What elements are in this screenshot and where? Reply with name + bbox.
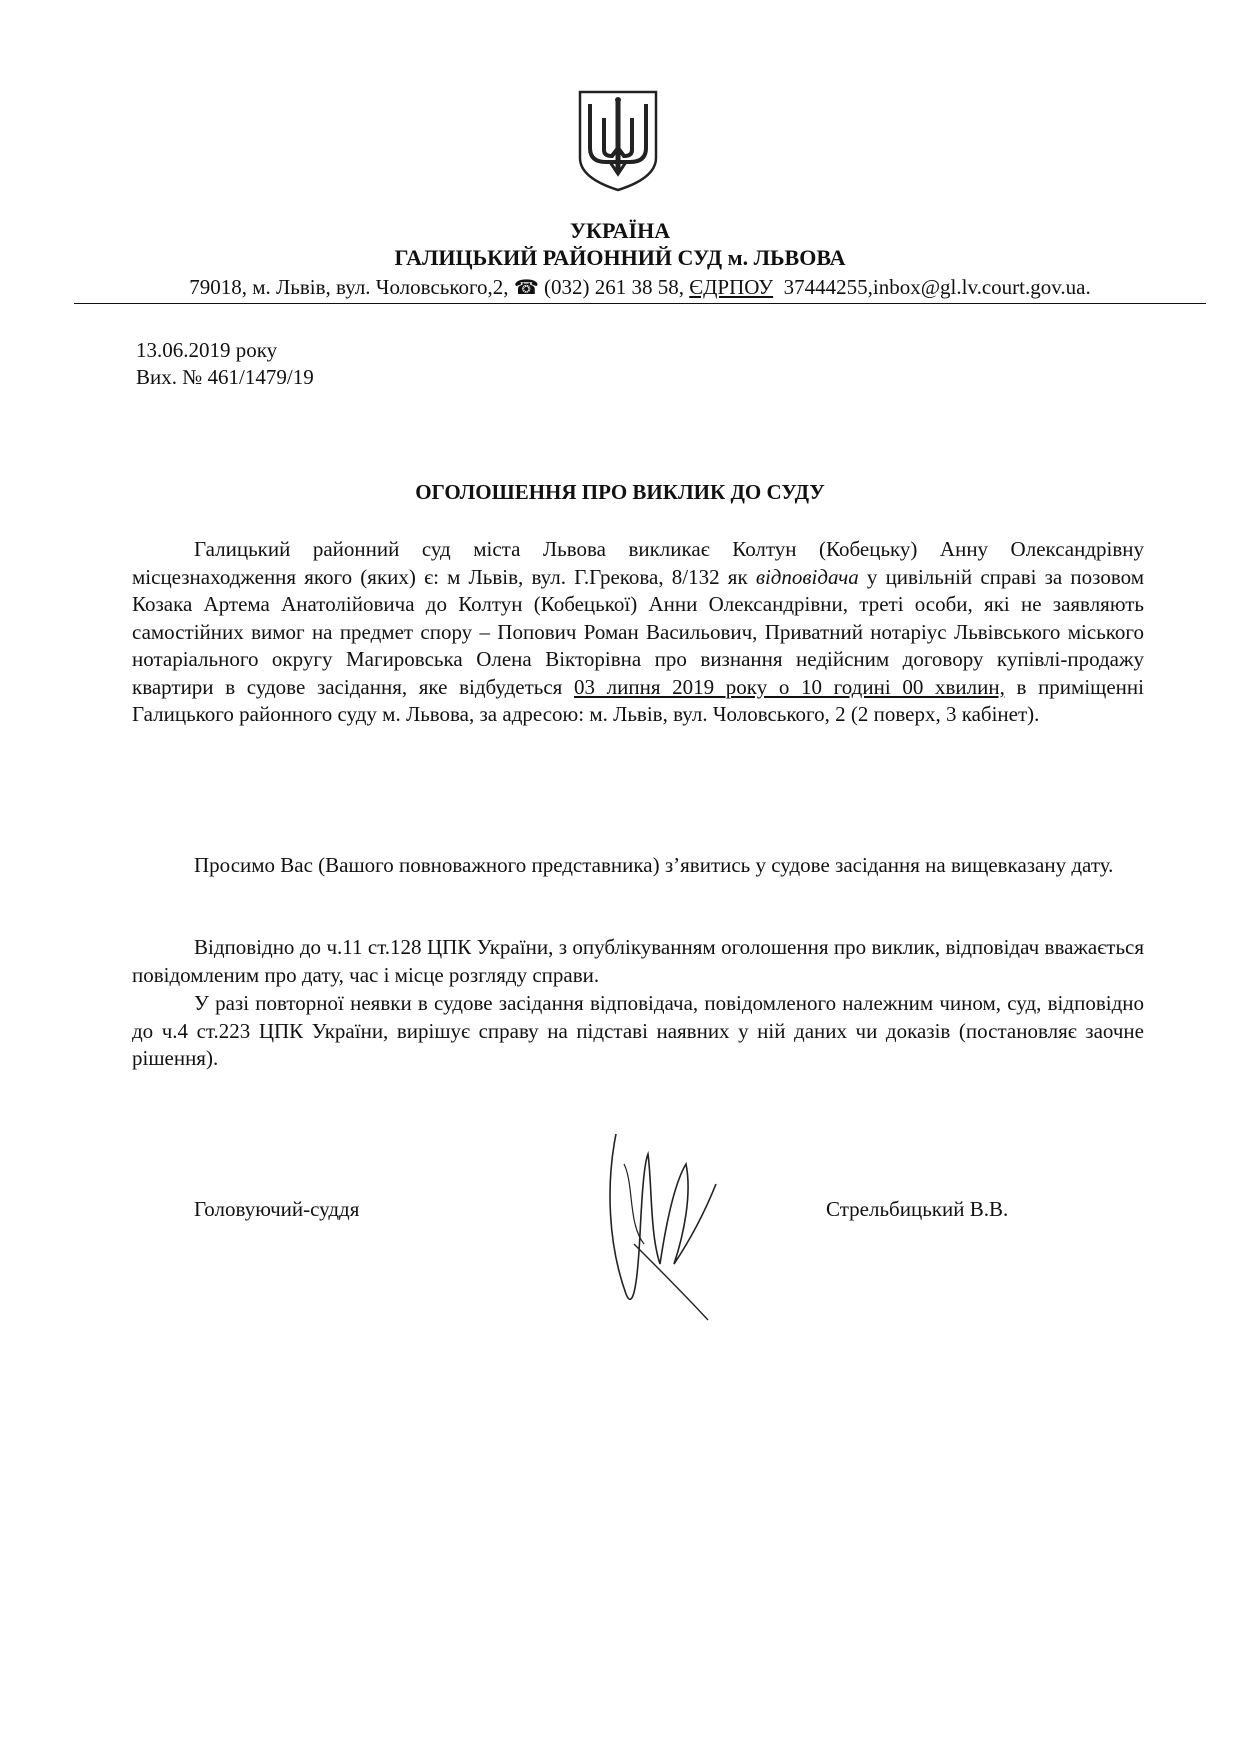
document-title: ОГОЛОШЕННЯ ПРО ВИКЛИК ДО СУДУ bbox=[415, 480, 825, 504]
trident-coat-of-arms-icon bbox=[576, 88, 660, 192]
judge-role: Головуючий-суддя bbox=[194, 1197, 360, 1221]
summons-text-part: у цивільній справі за позовом Козака Артема Анатолійовича до Колтун (Кобецької) Анни Олександрівни, треті особи, які не заявляють самостійних вимог на предмет спору – Попович Роман Васильович, Приватний нотаріус Львівського міського нотаріального округу Магировська Олена Вікторівна про визнання недійсним договору купівлі-продажу квартири в судове засідання, яке відбудеться bbox=[132, 564, 1144, 699]
edrpou-email-text: 37444255,inbox@gl.lv.court.gov.ua. bbox=[783, 275, 1091, 299]
country-heading: УКРАЇНА bbox=[569, 218, 671, 243]
court-address-line: 79018, м. Львів, вул. Чоловського,2, ☎ (032) 261 38 58, ЄДРПОУ 37444255,inbox@gl.lv.court.gov.ua. bbox=[74, 274, 1206, 304]
phone-text: (032) 261 38 58 bbox=[543, 275, 679, 299]
defendant-role: відповідача bbox=[755, 564, 859, 589]
telephone-icon: ☎ bbox=[513, 275, 539, 299]
request-paragraph: Просимо Вас (Вашого повноважного представника) з’явитись у судове засідання на вищевказану дату. bbox=[194, 853, 1114, 877]
notice-paragraph: Відповідно до ч.11 ст.128 ЦПК України, з опублікуванням оголошення про виклик, відповідач вважається повідомленим про дату, час і місце розгляду справи. bbox=[132, 935, 1144, 987]
handwritten-signature bbox=[604, 1124, 724, 1324]
summons-paragraph bbox=[132, 536, 1144, 729]
court-heading: ГАЛИЦЬКИЙ РАЙОННИЙ СУД м. ЛЬВОВА bbox=[394, 245, 846, 270]
judge-name: Стрельбицький В.В. bbox=[826, 1197, 1009, 1221]
document-date: 13.06.2019 року bbox=[136, 338, 278, 362]
summons-text-part: в приміщенні Галицького районного суду м. Львова, за адресою: м. Львів, вул. Чоловського, 2 (2 поверх, 3 кабінет). bbox=[132, 674, 1144, 726]
summons-text-part: Галицький районний суд міста Львова викликає Колтун (Кобецьку) Анну Олександрівну місцезнаходження якого (яких) є: м Львів, вул. Г.Грекова, 8/132 як bbox=[132, 537, 1144, 589]
hearing-datetime: 03 липня 2019 року о 10 годині 00 хвилин, bbox=[573, 674, 1005, 699]
edrpou-label: ЄДРПОУ bbox=[689, 275, 774, 299]
address-text: 79018, м. Львів, вул. Чоловського,2, bbox=[189, 275, 509, 299]
outgoing-number: Вих. № 461/1479/19 bbox=[136, 365, 314, 389]
absence-paragraph: У разі повторної неявки в судове засідання відповідача, повідомленого належним чином, суд, відповідно до ч.4 ст.223 ЦПК України, вирішує справу на підставі наявних у ній даних чи доказів (постановляє заочне рішення). bbox=[132, 991, 1144, 1070]
